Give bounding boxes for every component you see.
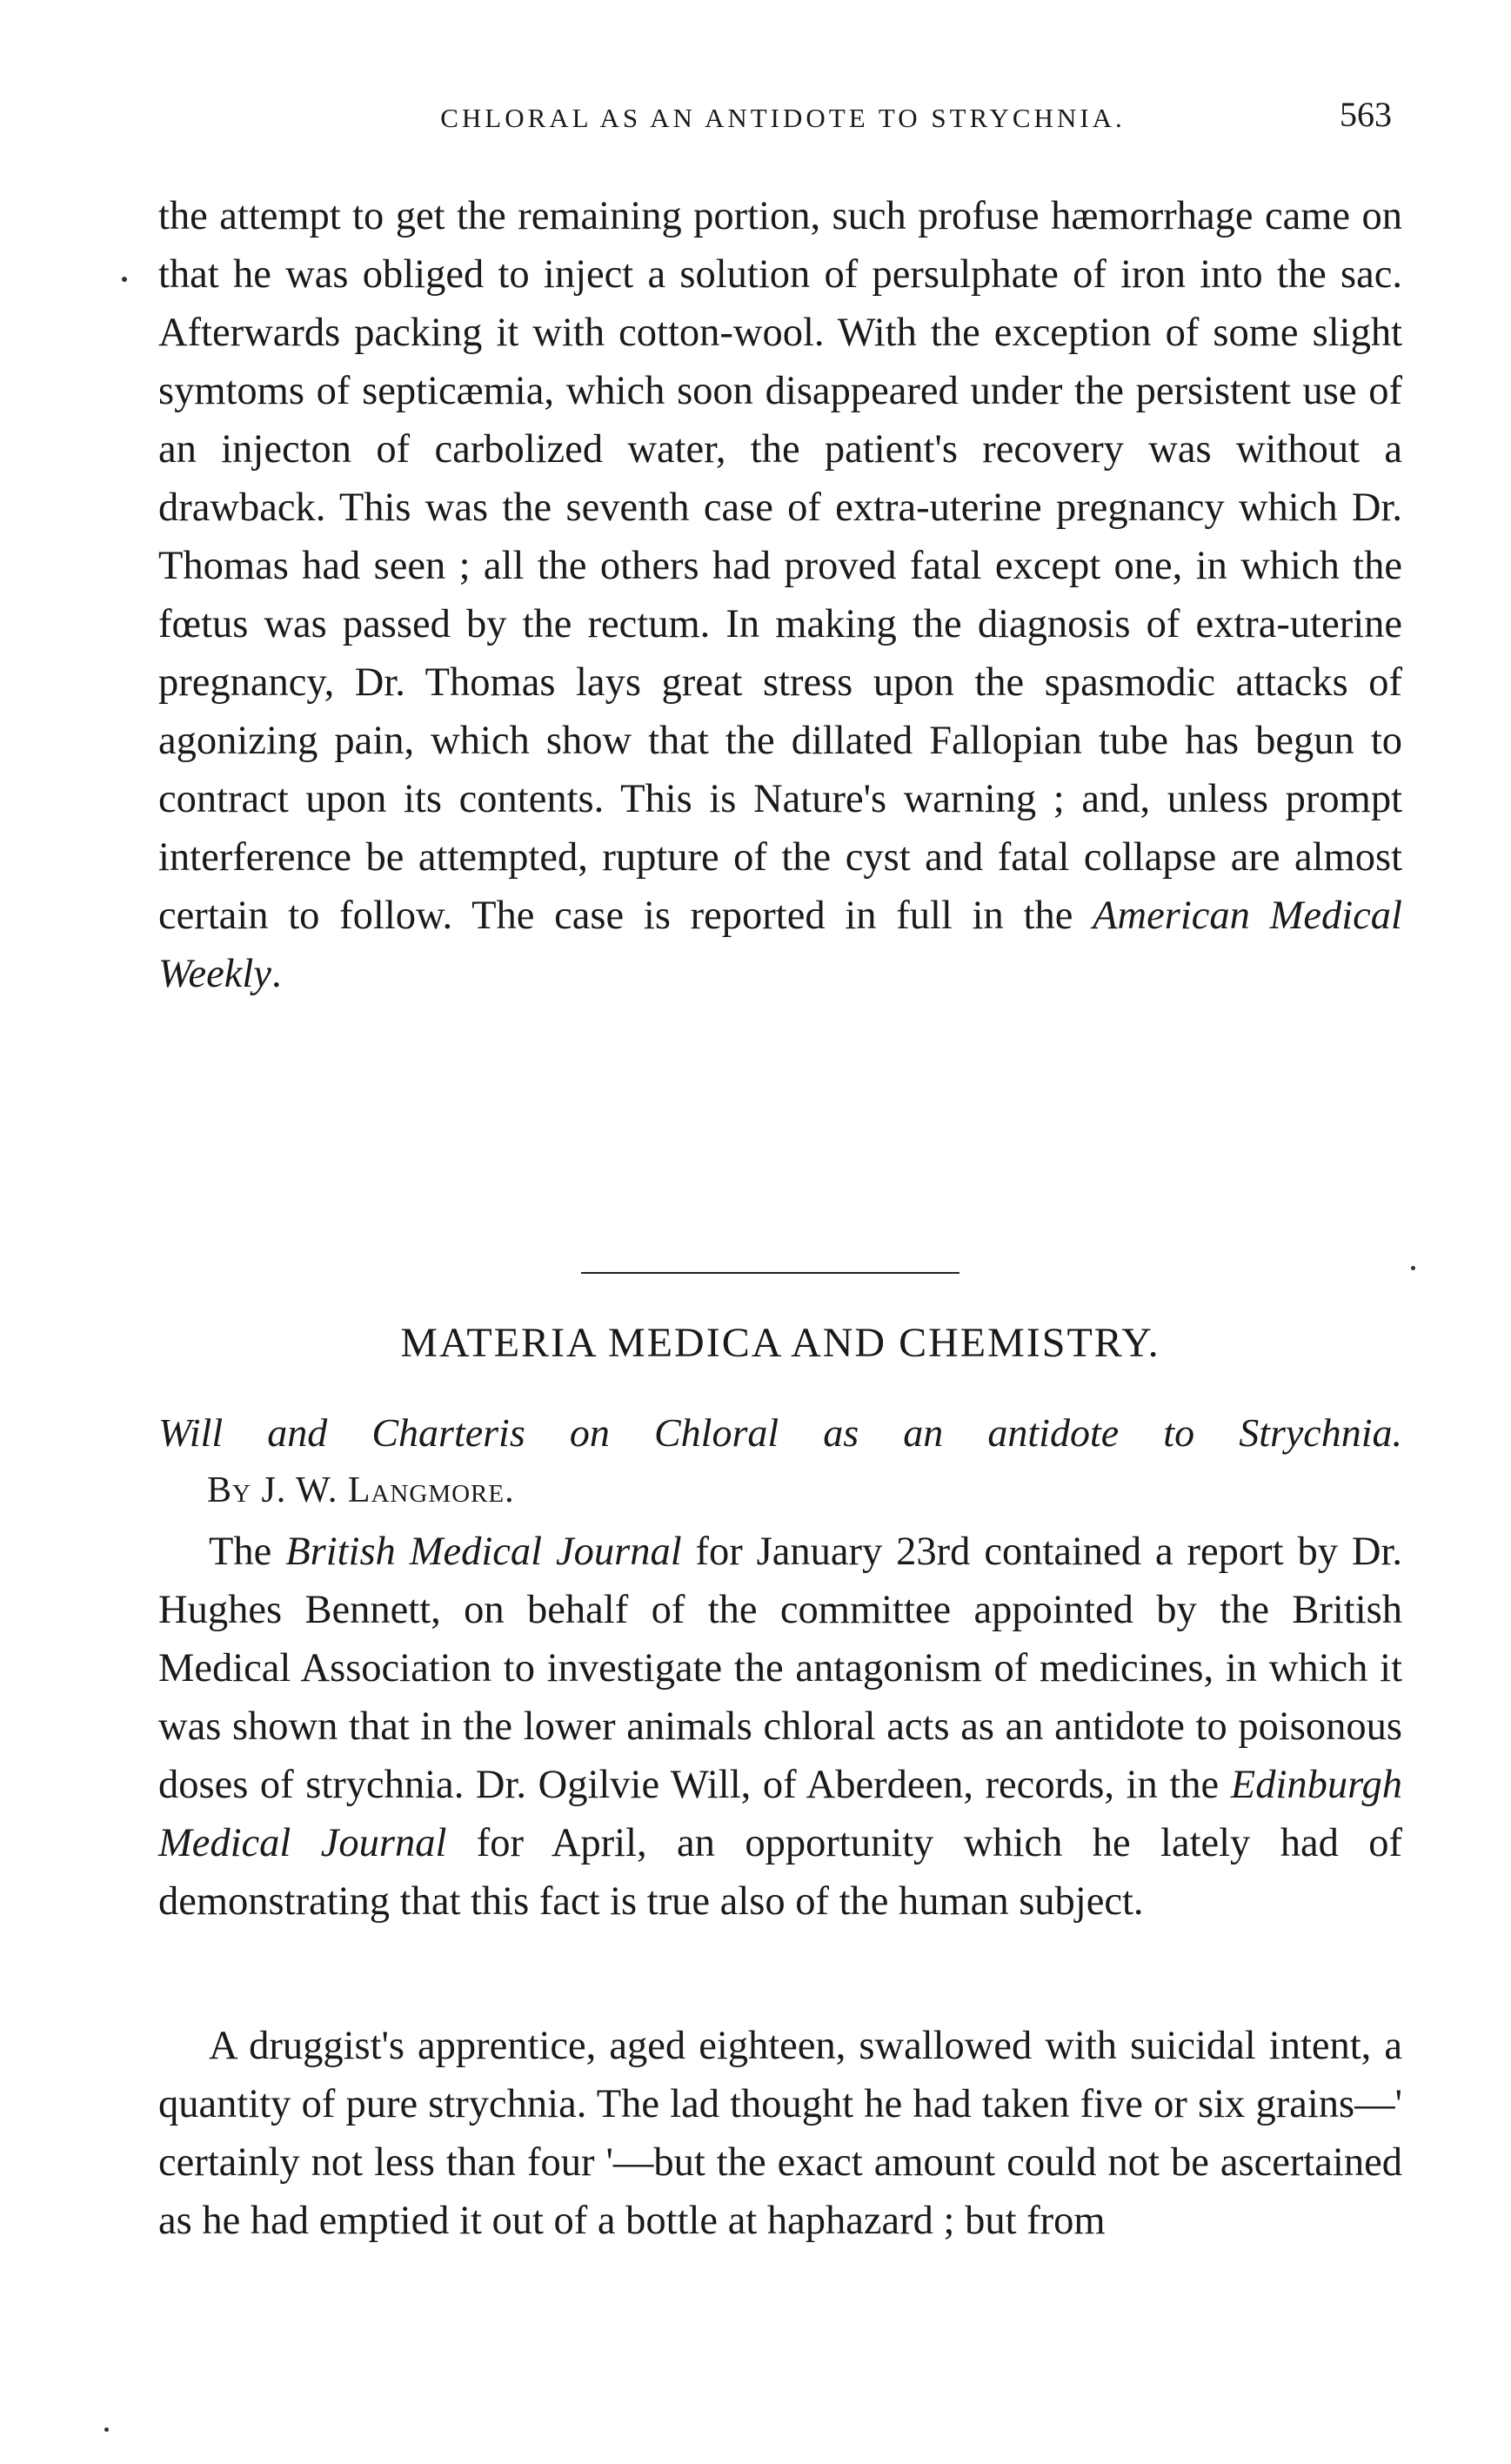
paragraph-text: for April, an opportunity which he lately had of demonstrating that this fact is true also of the human subject. [158, 1821, 1402, 1924]
body-paragraph-2 [158, 2017, 1402, 2250]
body-paragraph-1 [158, 1523, 1402, 1931]
journal-title: American Medical Weekly [158, 894, 1402, 996]
print-speck [104, 2427, 109, 2432]
page-number: 563 [1340, 95, 1392, 134]
section-divider [581, 1272, 959, 1274]
paragraph-end: . [271, 952, 282, 996]
paragraph-text: for January 23rd contained a report by Dr. Hughes Bennett, on behalf of the committee appointed by the British Medical Association to investigate the antagonism of medicines, in which it was shown that in the lower animals chloral acts as an antidote to poisonous doses of strychnia. Dr. Ogilvie Will, of Aberdeen, records, in the [158, 1530, 1402, 1807]
print-speck [122, 277, 127, 282]
section-heading: MATERIA MEDICA AND CHEMISTRY. [400, 1320, 1160, 1366]
paragraph-text: the attempt to get the remaining portion, such profuse hæmorrhage came on that he was obliged to inject a solution of persulphate of iron into the sac. Afterwards packing it with cotton-wool. With the exception of some slight symtoms of septicæmia, which soon disappeared under the persistent use of an injecton of carbolized water, the patient's recovery was without a drawback. This was the seventh case of extra-uterine pregnancy which Dr. Thomas had seen ; all the others had proved fatal except one, in which the fœtus was passed by the rectum. In making the diagnosis of extra-uterine pregnancy, Dr. Thomas lays great stress upon the spasmodic attacks of agonizing pain, which show that the dillated Fallopian tube has begun to contract upon its contents. This is Nature's warning ; and, unless prompt interference be attempted, rupture of the cyst and fatal collapse are almost certain to follow. The case is reported in full in the [158, 194, 1402, 938]
journal-title: British Medical Journal [285, 1530, 682, 1574]
continued-paragraph [158, 187, 1402, 1003]
page-header [148, 94, 1418, 146]
article-title: Will and Charteris on Chloral as an antidote to Strychnia. [158, 1410, 1402, 1455]
journal-title: Edinburgh Medical Journal [158, 1763, 1402, 1865]
article-byline: By J. W. Langmore. [207, 1470, 515, 1510]
print-speck [1411, 1266, 1415, 1270]
paragraph-text: The [209, 1530, 286, 1574]
running-title: CHLORAL AS AN ANTIDOTE TO STRYCHNIA. [440, 103, 1126, 133]
paragraph-text: A druggist's apprentice, aged eighteen, swallowed with suicidal intent, a quantity of pure strychnia. The lad thought he had taken five or six grains—' certainly not less than four '—but the exact amount could not be ascertained as he had emptied it out of a bottle at haphazard ; but from [158, 2024, 1402, 2243]
